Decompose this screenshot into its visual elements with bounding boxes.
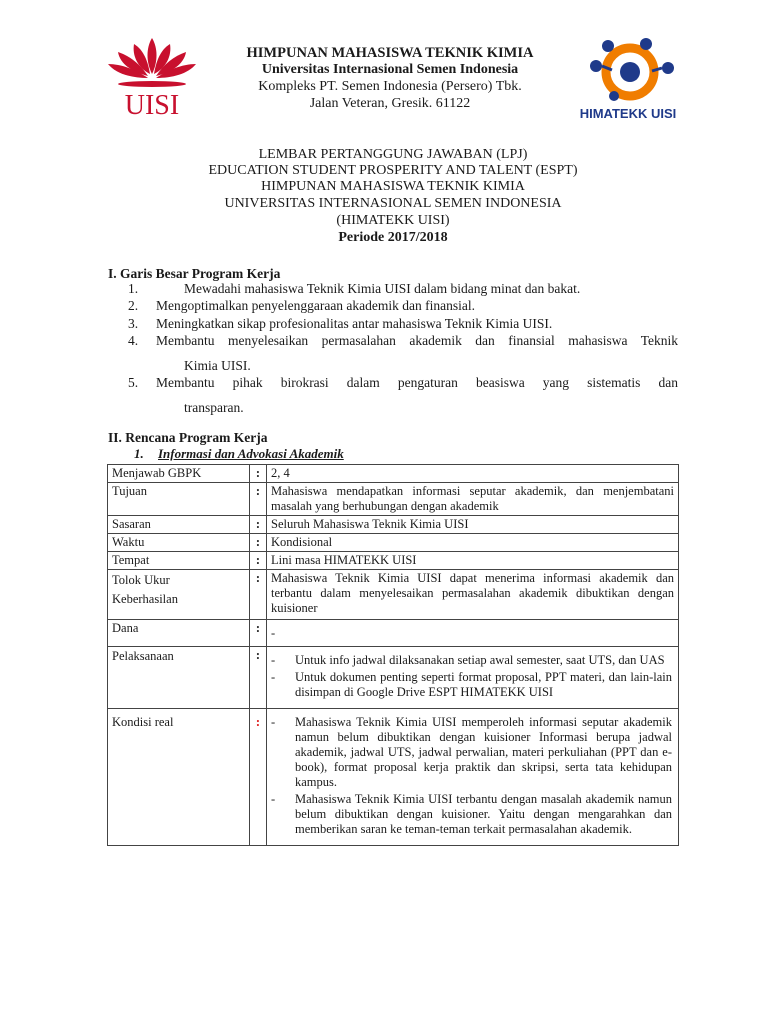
row-label-line-1: Tolok Ukur [112,573,170,587]
svg-text:HIMATEKK UISI: HIMATEKK UISI [579,106,677,121]
bullet-text: Mahasiswa Teknik Kimia UISI terbantu dengan masalah akademik namun belum dibuktikan dengan kuisioner. Yaitu dengan mengarahkan dan memberikan saran ke teman-teman terkait permasalahan akademik. [295,792,672,836]
bullet-text: Untuk dokumen penting seperti format proposal, PPT materi, dan lain-lain disimpan di Google Drive ESPT HIMATEKK UISI [295,670,672,699]
list-item-number: 1. [128,281,139,296]
list-item: Mewadahi mahasiswa Teknik Kimia UISI dalam bidang minat dan bakat. [184,281,581,296]
row-label: Menjawab GBPK [108,465,250,483]
svg-text:UISI: UISI [124,90,180,120]
table-row [108,570,679,620]
row-value [267,709,679,846]
row-label: Kondisi real [108,709,250,846]
org-name: HIMPUNAN MAHASISWA TEKNIK KIMIA [246,45,534,61]
row-value: - [267,620,679,647]
row-label: Sasaran [108,516,250,534]
list-item: - Untuk info jadwal dilaksanakan setiap awal semester, saat UTS, dan UAS [271,653,672,668]
list-item-number: 3. [128,316,139,331]
row-value: Kondisional [267,534,679,552]
doc-period: Periode 2017/2018 [338,230,448,245]
list-item: Membantu menyelesaikan permasalahan akademik dan finansial mahasiswa Teknik [156,333,678,348]
subsection-label: Informasi dan Advokasi Akademik [158,446,344,461]
row-value [267,647,679,709]
colon: : [250,465,267,483]
table-row [108,647,679,709]
bullet-text: Mahasiswa Teknik Kimia UISI memperoleh informasi seputar akademik namun belum dibuktikan dengan kuisioner Informasi berupa jadwal akademik, jadwal UTS, jadwal perwalian, materi perkuliahan (PPT dan e-book), format proposal kerja praktik dan skripsi, serta tata kehidupan kampus. [295,715,672,789]
table-row [108,465,679,483]
uisi-logo [104,34,200,120]
table-row [108,483,679,516]
bullet-text: Untuk info jadwal dilaksanakan setiap awal semester, saat UTS, dan UAS [295,653,665,667]
colon: : [250,570,267,620]
doc-title-2: EDUCATION STUDENT PROSPERITY AND TALENT (ESPT) [208,163,578,178]
list-item-number: 5. [128,375,139,390]
list-item-continuation: Kimia UISI. [184,358,251,373]
row-label: Tujuan [108,483,250,516]
row-value: Mahasiswa Teknik Kimia UISI dapat menerima informasi akademik dan terbantu dalam menyelesaikan permasalahan akademik dibuktikan dengan kuisioner [267,570,679,620]
list-item-number: 4. [128,333,139,348]
doc-title-5: (HIMATEKK UISI) [336,213,450,228]
row-label [108,570,250,620]
subsection-number: 1. [134,446,144,461]
university-name: Universitas Internasional Semen Indonesia [261,62,519,77]
list-item-continuation: transparan. [184,400,244,415]
address-line-1: Kompleks PT. Semen Indonesia (Persero) Tbk. [258,79,522,94]
table-row [108,534,679,552]
colon: : [250,620,267,647]
colon: : [250,647,267,709]
list-item: Membantu pihak birokrasi dalam pengaturan beasiswa yang sistematis dan [156,375,678,390]
row-value: Seluruh Mahasiswa Teknik Kimia UISI [267,516,679,534]
colon: : [250,534,267,552]
list-item: - Mahasiswa Teknik Kimia UISI memperoleh informasi seputar akademik namun belum dibuktikan dengan kuisioner Informasi berupa jadwal akademik, jadwal UTS, jadwal perwalian, materi perkuliahan (PPT dan e-book), format proposal kerja praktik dan skripsi, serta tata kehidupan kampus. [271,715,672,789]
list-item: Meningkatkan sikap profesionalitas antar mahasiswa Teknik Kimia UISI. [156,316,553,331]
program-table [107,464,679,846]
colon: : [250,552,267,570]
address-line-2: Jalan Veteran, Gresik. 61122 [309,96,471,111]
colon: : [250,709,267,846]
table-row [108,552,679,570]
list-item: - Untuk dokumen penting seperti format proposal, PPT materi, dan lain-lain disimpan di Google Drive ESPT HIMATEKK UISI [271,670,672,699]
subsection-title [134,446,344,462]
table-row [108,620,679,647]
row-label: Dana [108,620,250,647]
doc-title-1: LEMBAR PERTANGGUNG JAWABAN (LPJ) [258,147,528,162]
row-value: Lini masa HIMATEKK UISI [267,552,679,570]
row-label: Pelaksanaan [108,647,250,709]
list-item-number: 2. [128,298,139,313]
himatekk-logo [572,38,684,122]
table-row [108,516,679,534]
row-label: Waktu [108,534,250,552]
colon: : [250,516,267,534]
list-item: Mengoptimalkan penyelenggaraan akademik dan finansial. [156,298,476,313]
section-1-heading: I. Garis Besar Program Kerja [108,266,281,281]
doc-title-3: HIMPUNAN MAHASISWA TEKNIK KIMIA [261,179,525,194]
row-label-line-2: Keberhasilan [112,592,178,606]
colon: : [250,483,267,516]
list-item: - Mahasiswa Teknik Kimia UISI terbantu dengan masalah akademik namun belum dibuktikan dengan kuisioner. Yaitu dengan mengarahkan dan memberikan saran ke teman-teman terkait permasalahan akademik. [271,792,672,836]
row-value: 2, 4 [267,465,679,483]
table-row [108,709,679,846]
row-value: Mahasiswa mendapatkan informasi seputar akademik, dan menjembatani masalah yang berhubungan dengan akademik [267,483,679,516]
row-label: Tempat [108,552,250,570]
section-2-heading: II. Rencana Program Kerja [108,430,268,445]
doc-title-4: UNIVERSITAS INTERNASIONAL SEMEN INDONESIA [224,196,562,211]
